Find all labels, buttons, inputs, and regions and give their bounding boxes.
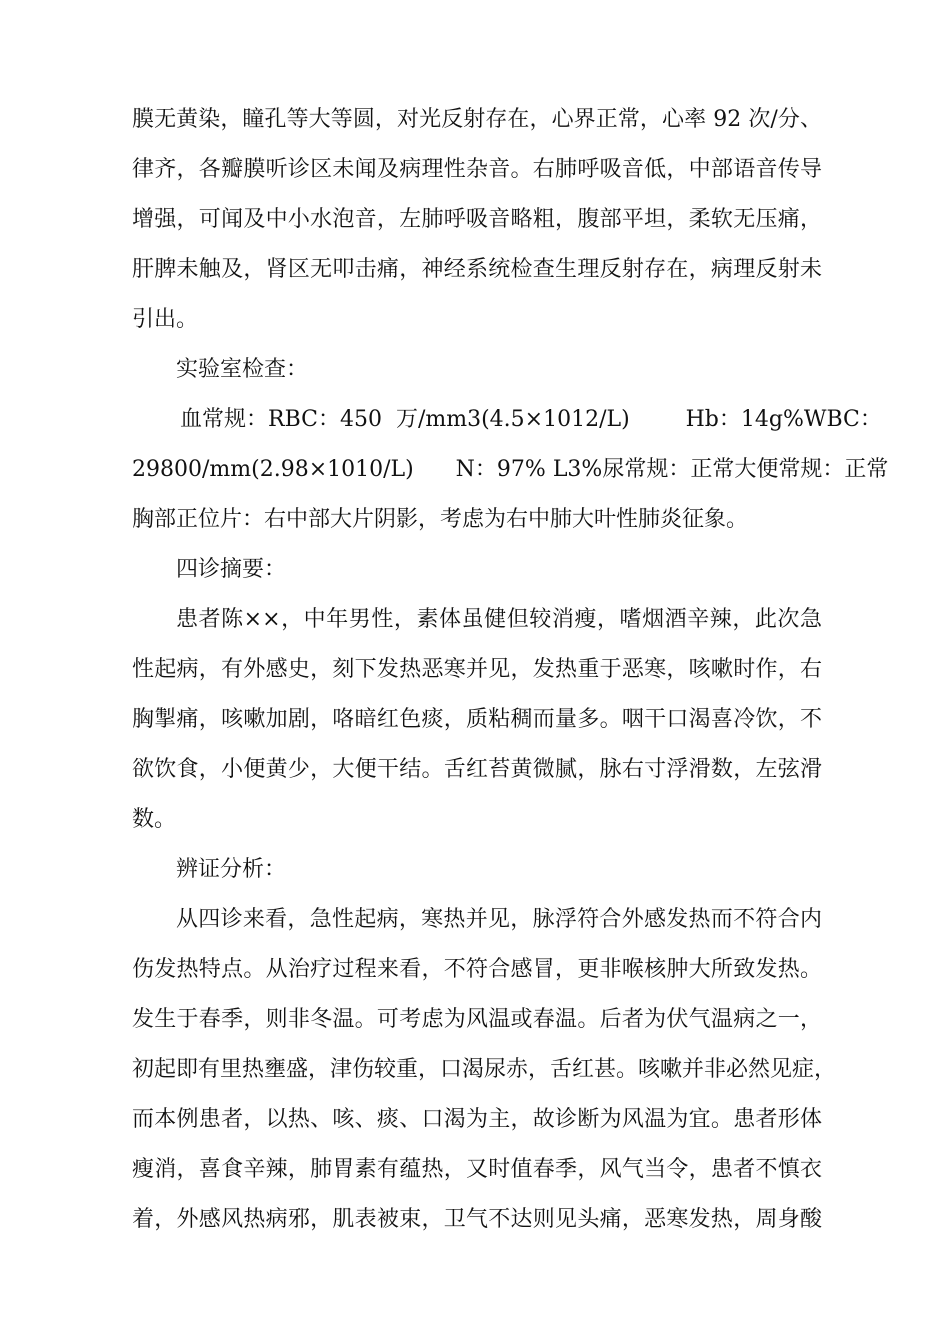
text-line-17: 从四诊来看，急性起病，寒热并见，脉浮符合外感发热而不符合内: [176, 907, 822, 932]
text-line-21: 而本例患者，以热、咳、痰、口渴为主，故诊断为风温为宜。患者形体: [132, 1107, 822, 1132]
section-heading-summary: 四诊摘要：: [176, 557, 287, 582]
text-line-5: 引出。: [132, 307, 199, 332]
section-heading-lab: 实验室检查：: [176, 357, 309, 382]
section-heading-analysis: 辨证分析：: [176, 857, 287, 882]
text-line-20: 初起即有里热壅盛，津伤较重，口渴尿赤，舌红甚。咳嗽并非必然见症，: [132, 1057, 837, 1082]
text-line-19: 发生于春季，则非冬温。可考虑为风温或春温。后者为伏气温病之一，: [132, 1007, 822, 1032]
text-line-15: 数。: [132, 807, 177, 832]
text-line-3: 增强，可闻及中小水泡音，左肺呼吸音略粗，腹部平坦，柔软无压痛，: [132, 207, 822, 232]
text-line-18: 伤发热特点。从治疗过程来看，不符合感冒，更非喉核肿大所致发热。: [132, 957, 822, 982]
text-line-2: 律齐，各瓣膜听诊区未闻及病理性杂音。右肺呼吸音低，中部语音传导: [132, 157, 822, 182]
text-line-1: 膜无黄染，瞳孔等大等圆，对光反射存在，心界正常，心率 92 次/分、: [132, 107, 822, 132]
text-line-xray: 胸部正位片：右中部大片阴影，考虑为右中肺大叶性肺炎征象。: [132, 507, 749, 532]
text-line-12: 性起病，有外感史，刻下发热恶寒并见，发热重于恶寒，咳嗽时作，右: [132, 657, 822, 682]
text-line-4: 肝脾未触及，肾区无叩击痛，神经系统检查生理反射存在，病理反射未: [132, 257, 822, 282]
text-line-11: 患者陈××，中年男性，素体虽健但较消瘦，嗜烟酒辛辣，此次急: [176, 607, 822, 632]
text-line-13: 胸掣痛，咳嗽加剧，咯暗红色痰，质粘稠而量多。咽干口渴喜冷饮，不: [132, 707, 822, 732]
text-line-14: 欲饮食，小便黄少，大便干结。舌红苔黄微腻，脉右寸浮滑数，左弦滑: [132, 757, 822, 782]
text-line-22: 瘦消，喜食辛辣，肺胃素有蕴热，又时值春季，风气当令，患者不慎衣: [132, 1157, 822, 1182]
text-line-blood: 血常规：RBC：450 万/mm3(4.5×1012/L) Hb：14g%WBC：: [180, 407, 882, 432]
text-line-23: 着，外感风热病邪，肌表被束，卫气不达则见头痛，恶寒发热，周身酸: [132, 1207, 822, 1232]
text-line-blood-2: 29800/mm(2.98×1010/L) N：97% L3%尿常规：正常大便常规：正常: [132, 457, 889, 482]
